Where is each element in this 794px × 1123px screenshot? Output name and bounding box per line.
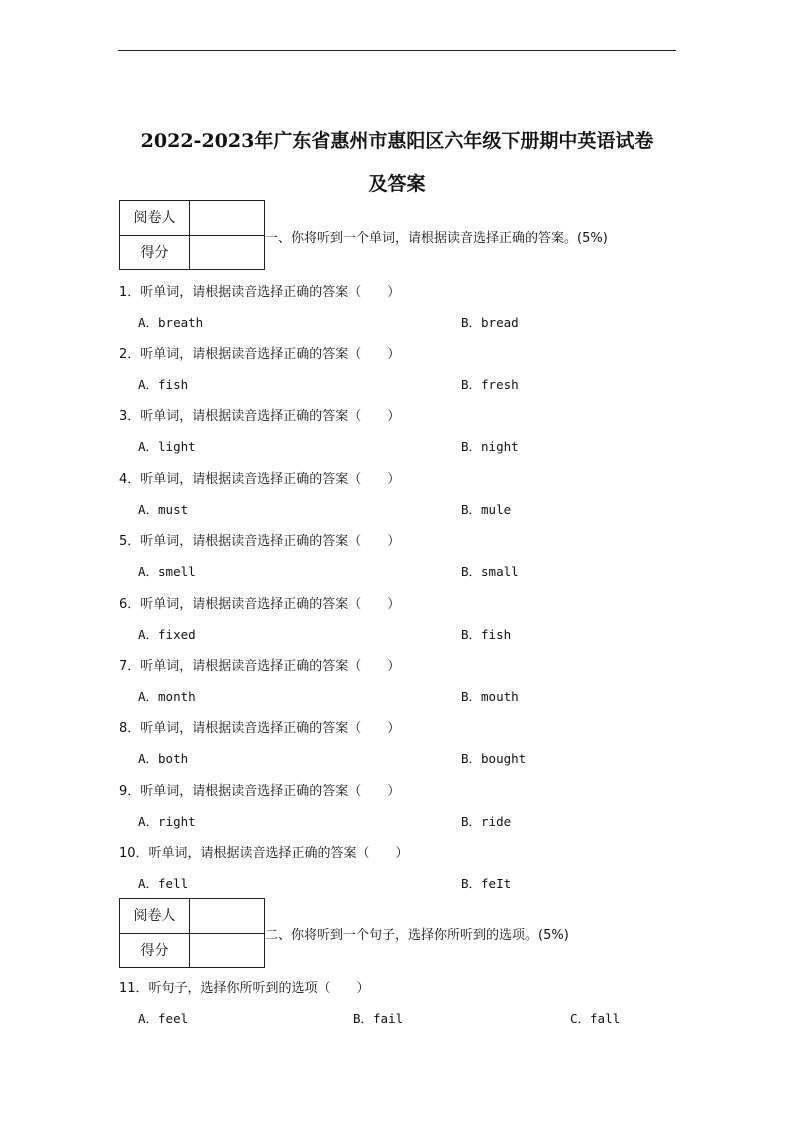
option-b[interactable]: B．fish (461, 627, 512, 642)
option-b[interactable]: B．bought (461, 751, 527, 766)
option-b[interactable]: B．bread (461, 315, 519, 330)
question-stem: 5．听单词，请根据读音选择正确的答案（ ） (119, 534, 401, 549)
question-stem: 1．听单词，请根据读音选择正确的答案（ ） (119, 285, 401, 300)
option-a[interactable]: A．breath (138, 315, 204, 330)
section-2-heading: 二、你将听到一个句子，选择你所听到的选项。(5%) (265, 928, 569, 943)
grade-box-section-2 (119, 898, 265, 968)
option-a[interactable]: A．feel (138, 1011, 189, 1026)
reviewer-label: 阅卷人 (120, 899, 190, 934)
page-title: 2022-2023年广东省惠州市惠阳区六年级下册期中英语试卷 (140, 130, 654, 152)
option-b[interactable]: B．mouth (461, 689, 519, 704)
score-field[interactable] (190, 236, 265, 270)
option-a[interactable]: A．both (138, 751, 189, 766)
question-stem: 4．听单词，请根据读音选择正确的答案（ ） (119, 472, 401, 487)
option-b[interactable]: B．night (461, 439, 519, 454)
option-a[interactable]: A．must (138, 502, 189, 517)
score-label: 得分 (120, 934, 190, 968)
question-stem: 3．听单词，请根据读音选择正确的答案（ ） (119, 409, 401, 424)
option-a[interactable]: A．smell (138, 564, 196, 579)
grade-box-section-1 (119, 200, 265, 270)
question-stem: 8．听单词，请根据读音选择正确的答案（ ） (119, 721, 401, 736)
question-stem: 11．听句子，选择你所听到的选项（ ） (119, 981, 370, 996)
question-stem: 10．听单词，请根据读音选择正确的答案（ ） (119, 846, 409, 861)
score-label: 得分 (120, 236, 190, 270)
question-stem: 2．听单词，请根据读音选择正确的答案（ ） (119, 347, 401, 362)
header-rule (118, 50, 676, 51)
option-a[interactable]: A．fixed (138, 627, 196, 642)
reviewer-label: 阅卷人 (120, 201, 190, 236)
option-b[interactable]: B．feIt (461, 876, 512, 891)
question-stem: 7．听单词，请根据读音选择正确的答案（ ） (119, 659, 401, 674)
option-b[interactable]: B．fresh (461, 377, 519, 392)
option-a[interactable]: A．right (138, 814, 196, 829)
option-b[interactable]: B．mule (461, 502, 512, 517)
option-a[interactable]: A．fish (138, 377, 189, 392)
option-b[interactable]: B．ride (461, 814, 512, 829)
option-c[interactable]: C．fall (570, 1011, 621, 1026)
option-b[interactable]: B．small (461, 564, 519, 579)
score-field[interactable] (190, 934, 265, 968)
question-stem: 9．听单词，请根据读音选择正确的答案（ ） (119, 784, 401, 799)
option-b[interactable]: B．fail (353, 1011, 404, 1026)
page-title-continued: 及答案 (368, 173, 426, 195)
reviewer-field[interactable] (190, 899, 265, 934)
question-stem: 6．听单词，请根据读音选择正确的答案（ ） (119, 597, 401, 612)
section-1-heading: 一、你将听到一个单词，请根据读音选择正确的答案。(5%) (265, 231, 608, 246)
option-a[interactable]: A．month (138, 689, 196, 704)
option-a[interactable]: A．fell (138, 876, 189, 891)
option-a[interactable]: A．light (138, 439, 196, 454)
reviewer-field[interactable] (190, 201, 265, 236)
